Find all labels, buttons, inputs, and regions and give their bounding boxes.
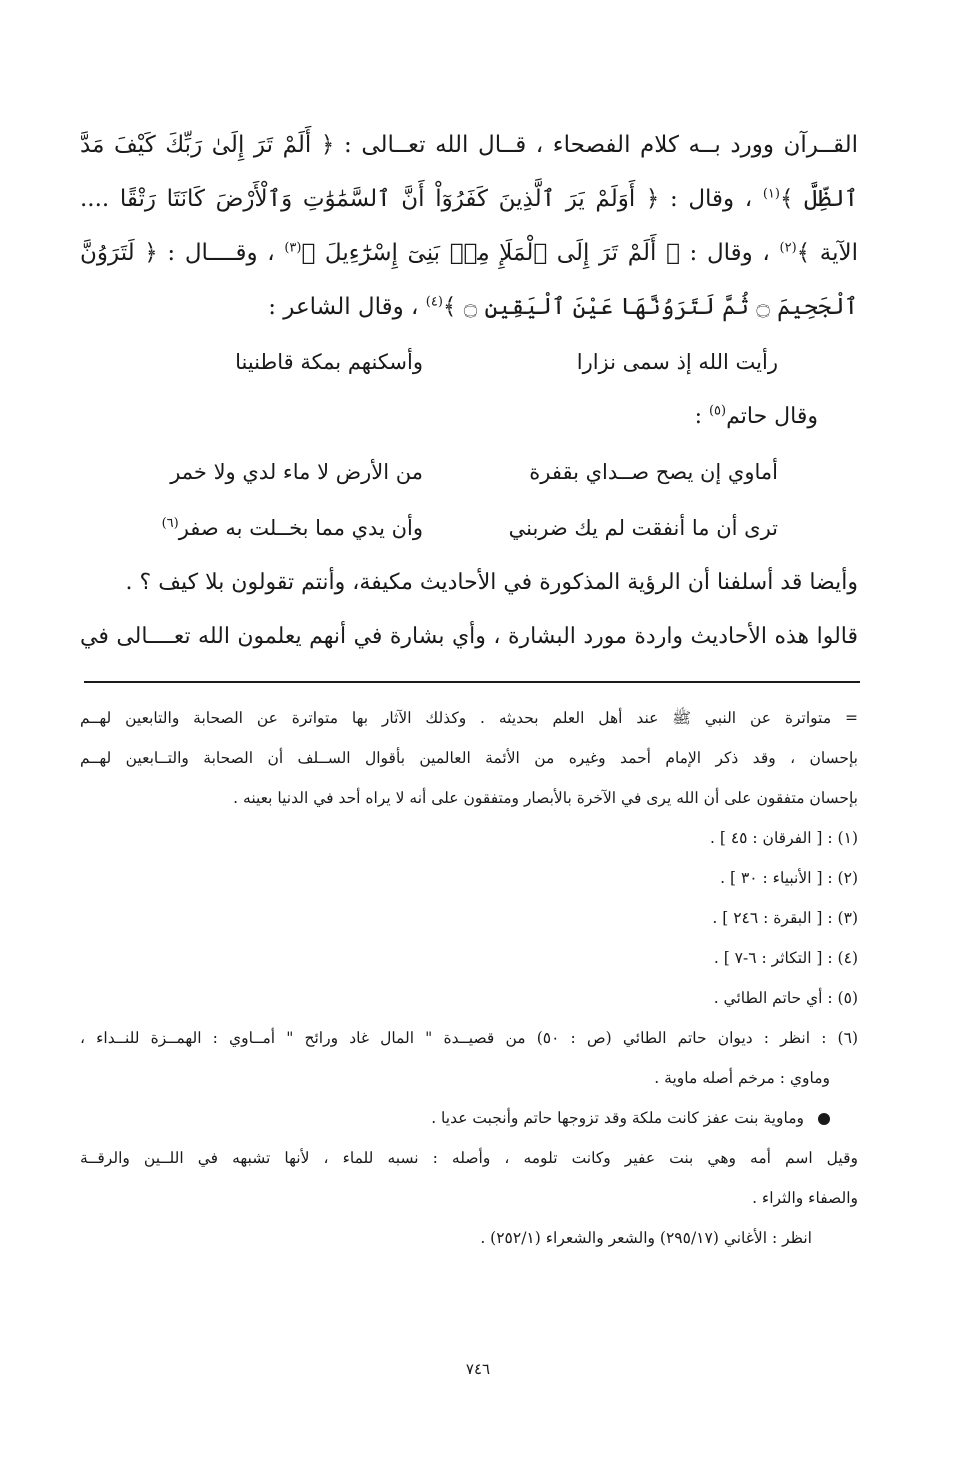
text-segment: ٱلظِّلَّ ﴾ — [779, 186, 858, 212]
text-segment: ، وقــــال : ﴿ لَتَرَوُنَّ — [80, 240, 275, 266]
caption-text: وقال حاتم — [726, 404, 818, 429]
footnote-reference-line: انظر : الأغاني (٢٩٥/١٧) والشعر والشعراء (٢٥٢/١) . — [480, 1229, 812, 1247]
poet-caption — [80, 390, 858, 444]
verse-hemistich-right: أماوي إن يصح صــداي بقفرة — [529, 460, 778, 484]
footnote-extra-line: وقيل اسم أمه وهي بنت عفير وكانت تلومه ، وأصله : نسبه للماء ، لأنها تشبهه في اللــين والرقــة — [80, 1149, 858, 1167]
footnote-continued-line: بإحسان ، وقد ذكر الإمام أحمد وغيره من الأئمة العالمين بأقوال الســلف أن الصحابة والتــابعين لهــم — [80, 749, 858, 767]
footnote-extra-line: والصفاء والثراء . — [752, 1189, 858, 1207]
footnote-ref-4[interactable]: (٤) — [425, 294, 443, 310]
footnote-6-continued: وماوي : مرخم أصله ماوية . — [654, 1069, 830, 1087]
bullet-icon — [818, 1113, 830, 1125]
verse-hemistich-right: رأيت الله إذ سمى نزارا — [576, 350, 778, 374]
text-segment: ، وقال : ﴿ أَوَلَمْ يَرَ ٱلَّذِينَ كَفَرُوٓاْ أَنَّ ٱلسَّمَٰوَٰتِ وَٱلْأَرْضَ كَانَتَا رَتْقًا .... — [80, 186, 753, 212]
verse-hemistich-left: وأسكنهم بمكة قاطنينا — [235, 350, 423, 374]
footnote-ref-1[interactable]: (١) — [762, 186, 780, 202]
bullet-text: وماوية بنت عفز كانت ملكة وقد تزوجها حاتم وأنجبت عديا . — [431, 1109, 804, 1127]
footnote-ref-3[interactable]: (٣) — [284, 240, 302, 256]
paragraph-line-1: وأيضا قد أسلفنا أن الرؤية المذكورة في الأحاديث مكيفة، وأنتم تقولون بلا كيف ؟ . — [125, 570, 858, 595]
footnote-ref-6[interactable]: (٦) — [161, 516, 179, 531]
text-segment: الآية ﴾ — [796, 240, 859, 266]
text-line-1 — [80, 118, 858, 172]
text-segment: ، وقال : ﴿ أَلَمْ تَرَ إِلَى ٱلْمَلَإِ مِنۢ بَنِىٓ إِسْرَٰٓءِيلَ ﴾ — [301, 240, 770, 266]
text-line-2 — [80, 172, 858, 226]
verse-hemistich-left: من الأرض لا ماء لدي ولا خمر — [170, 460, 423, 484]
paragraph-line-2: قالوا هذه الأحاديث واردة مورد البشارة ، وأي بشارة في أنهم يعلمون الله تعــــالى في — [80, 624, 858, 649]
footnote-3: (٣) : [ البقرة : ٢٤٦ ] . — [712, 909, 858, 927]
footnote-6: (٦) : انظر : ديوان حاتم الطائي (ص : ٥٠) من قصيــدة " المال غاد ورائح " أمــاوي : الهمــزة للنــداء ، — [80, 1029, 858, 1047]
footnote-ref-5[interactable]: (٥) — [708, 403, 727, 419]
page-number: ٧٤٦ — [465, 1360, 491, 1378]
hemistich-text: وأن يدي مما بخــلت به صفر — [178, 516, 423, 540]
footnote-5: (٥) : أي حاتم الطائي . — [713, 989, 858, 1007]
footnote-4: (٤) : [ التكاثر : ٦-٧ ] . — [713, 949, 858, 967]
main-text — [80, 118, 858, 664]
footnote-2: (٢) : [ الأنبياء : ٣٠ ] . — [720, 869, 858, 887]
text-segment: ٱلْجَحِيمَ ۝ ثُمَّ لَتَرَوُنَّهَا عَيْنَ ٱلْيَقِينِ ۝ ﴾ — [442, 294, 858, 320]
text-line-3 — [80, 226, 858, 280]
footnote-ref-2[interactable]: (٢) — [779, 240, 797, 256]
poem-verse-1 — [80, 334, 858, 390]
footnotes-section — [80, 698, 858, 1258]
footnote-continued-line: بإحسان متفقون على أن الله يرى في الآخرة بالأبصار ومتفقون على أنه لا يراه أحد في الدنيا بعينه . — [233, 789, 858, 807]
verse-hemistich-right: ترى أن ما أنفقت لم يك ضربني — [508, 516, 778, 540]
footnote-divider — [84, 681, 860, 683]
verse-hemistich-left — [123, 500, 423, 556]
poem-verse-2 — [80, 444, 858, 500]
caption-colon: : — [694, 404, 709, 429]
text-line-4 — [80, 280, 858, 334]
footnote-bullet-item — [80, 1098, 858, 1138]
footnote-1: (١) : [ الفرقان : ٤٥ ] . — [710, 829, 858, 847]
text-segment: القــرآن وورد بــه كلام الفصحاء ، قــال الله تعــالى : ﴿ أَلَمْ تَرَ إِلَىٰ رَبِّكَ كَيْفَ مَدَّ — [80, 132, 858, 158]
footnote-continued-line: = متواترة عن النبي ﷺ عند أهل العلم بحديثه . وكذلك الآثار بها متواترة عن الصحابة والتابعين لهــم — [80, 709, 858, 727]
poem-verse-3 — [80, 500, 858, 556]
text-segment: ، وقال الشاعر : — [268, 294, 419, 320]
